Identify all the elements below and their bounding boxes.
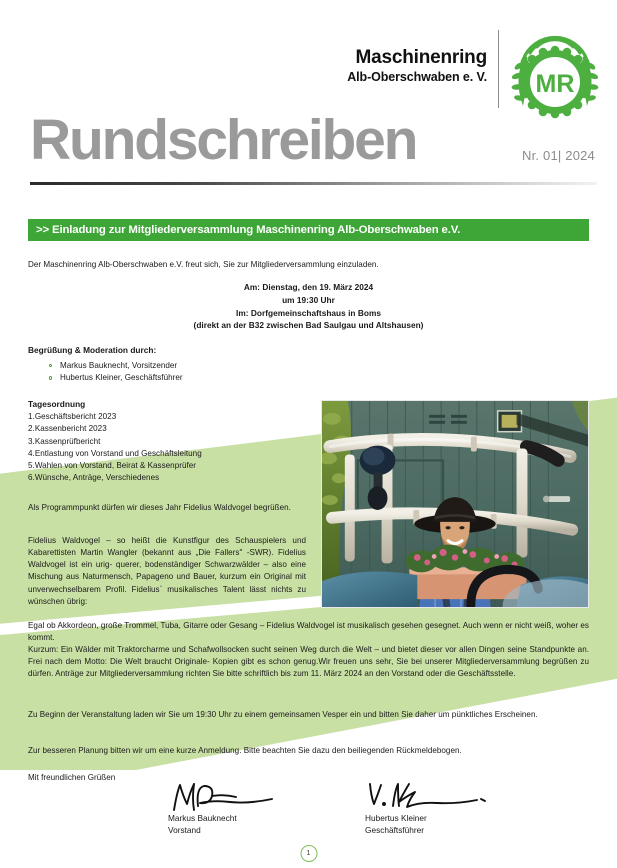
brand-name: Maschinenring <box>355 47 487 68</box>
list-item <box>28 472 318 484</box>
signature-block-vorstand <box>168 780 308 836</box>
signatory-name: Markus Bauknecht <box>168 813 237 823</box>
page-number-badge: 1 <box>300 845 317 862</box>
event-details <box>28 281 589 332</box>
agenda-item-label: Kassenprüfbericht <box>34 436 101 446</box>
paragraph-fidelius: Fidelius Waldvogel – so heißt die Kunstfigur des Schauspielers und Kabarettisten Martin Wangler (bekannt aus „Die Fallers" -SWR). Fidelius Waldvogel ist ein urig- querer, bodenständiger Schwarzwälder – also eine Mischung aus Naturmensch, Papageno und Bauer, kurzum ein Original mit unverwechselbarem Profil. Fidelius` musikalisches Talent lässt nichts zu wünschen übrig: <box>28 536 306 606</box>
maschinenring-logo-icon <box>505 26 605 126</box>
agenda-heading: Tagesordnung <box>28 399 86 409</box>
invitation-banner: >> Einladung zur Mitgliederversammlung Maschinenring Alb-Oberschwaben e.V. <box>28 219 589 241</box>
intro-paragraph: Der Maschinenring Alb-Oberschwaben e.V. freut sich, Sie zur Mitgliederversammlung einzuladen. <box>28 260 379 269</box>
closing-salutation: Mit freundlichen Grüßen <box>28 773 116 782</box>
agenda-item-label: Wahlen von Vorstand, Beirat & Kassenprüfer <box>34 461 196 471</box>
event-time: um 19:30 Uhr <box>282 294 335 305</box>
agenda-item-label: Entlastung von Vorstand und Geschäftsleitung <box>34 448 202 458</box>
event-date: Am: Dienstag, den 19. März 2024 <box>243 282 374 292</box>
signature-markus-bauknecht <box>168 780 308 814</box>
list-item: Markus Bauknecht, Vorsitzender <box>60 360 372 372</box>
signature-hubertus-kleiner <box>365 780 505 814</box>
programme-note: Als Programmpunkt dürfen wir dieses Jahr Fidelius Waldvogel begrüßen. <box>28 503 291 512</box>
list-item <box>28 423 318 435</box>
svg-text:MR: MR <box>535 70 575 98</box>
paragraph-anmeldung: Zur besseren Planung bitten wir um eine kurze Anmeldung. Bitte beachten Sie dazu den beiliegenden Rückmeldebogen. <box>28 746 462 755</box>
list-item: Hubertus Kleiner, Geschäftsführer <box>60 372 372 384</box>
signatory-role: Geschäftsführer <box>365 824 425 835</box>
photo-farmer-on-tractor <box>321 400 589 608</box>
brand-divider <box>498 30 499 108</box>
brand-subtitle: Alb-Oberschwaben e. V. <box>347 69 487 84</box>
signature-block-geschaeftsfuehrer <box>365 780 505 836</box>
greeting-people-list <box>42 360 372 385</box>
brand-block <box>347 48 487 84</box>
list-item <box>28 448 318 460</box>
issue-number: Nr. 01| 2024 <box>522 148 595 163</box>
list-item <box>28 436 318 448</box>
event-venue: Im: Dorfgemeinschaftshaus in Boms <box>236 307 381 318</box>
signatory-name: Hubertus Kleiner <box>365 813 427 823</box>
agenda-item-label: Wünsche, Anträge, Verschiedenes <box>34 473 160 483</box>
paragraph-music: Egal ob Akkordeon, große Trommel, Tuba, Gitarre oder Gesang – Fidelius Waldvogel ist musikalisch gesehen gesegnet. Auch wenn er nicht weiß, woher es kommt. <box>28 621 589 643</box>
list-item <box>28 411 318 423</box>
greeting-heading: Begrüßung & Moderation durch: <box>28 345 157 355</box>
event-venue-note: (direkt an der B32 zwischen Bad Saulgau und Altshausen) <box>193 320 424 331</box>
agenda-item-label: Geschäftsbericht 2023 <box>34 412 117 421</box>
signatory-role: Vorstand <box>168 824 201 835</box>
agenda-item-label: Kassenbericht 2023 <box>34 424 107 434</box>
page-title: Rundschreiben <box>30 108 417 172</box>
paragraph-kurzum: Kurzum: Ein Wälder mit Traktorcharme und Schafwollsocken sucht seinen Weg durch die Welt – und bietet dieser vor allen Dingen seine Standpunkte an. Frei nach dem Motto: Die Welt braucht Originale- Kopien gibt es schon genug.Wir freuen uns sehr, Sie bei unserer Mitgliederversammlung begrüßen zu dürfen. Anträge zur Mitgliederversammlung richten Sie bitte schriftlich bis zum 11. März 2024 an den Vorstand oder die Geschäftsstelle. <box>28 645 589 679</box>
agenda-list <box>28 411 318 485</box>
paragraph-vesper: Zu Beginn der Veranstaltung laden wir Sie um 19:30 Uhr zu einem gemeinsamen Vesper ein und bitten Sie daher um pünktliches Erscheinen. <box>28 710 538 719</box>
list-item <box>28 460 318 472</box>
document-header <box>0 0 617 200</box>
